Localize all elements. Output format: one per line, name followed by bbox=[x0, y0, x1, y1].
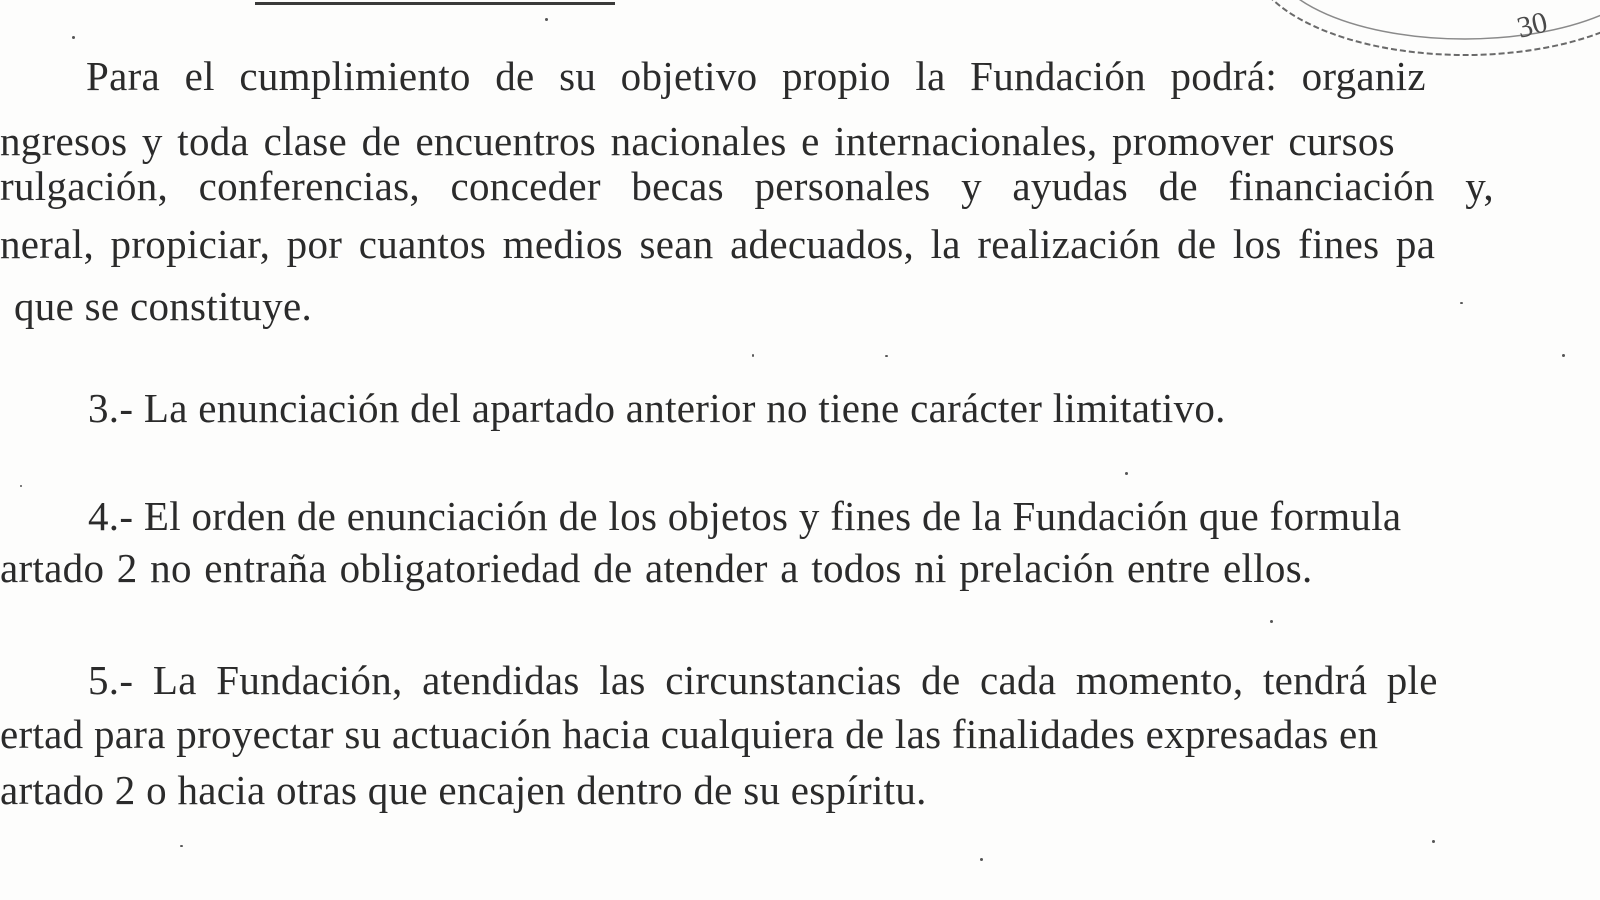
top-rule-line bbox=[255, 2, 615, 5]
item-5-line-1: 5.- La Fundación, atendidas las circunstancias de cada momento, tendrá ple bbox=[88, 657, 1438, 703]
paragraph-objetivo-line-4: neral, propiciar, por cuantos medios sean adecuados, la realización de los fines pa bbox=[0, 221, 1436, 267]
paragraph-objetivo-line-1: Para el cumplimiento de su objetivo propio la Fundación podrá: organiz bbox=[86, 53, 1426, 99]
scan-speck bbox=[885, 355, 888, 357]
paragraph-objetivo-line-3: rulgación, conferencias, conceder becas personales y ayudas de financiación y, bbox=[0, 163, 1494, 209]
scan-speck bbox=[1562, 354, 1565, 357]
scan-speck bbox=[752, 354, 754, 357]
item-3-line-1: 3.- La enunciación del apartado anterior no tiene carácter limitativo. bbox=[88, 385, 1226, 431]
scan-speck bbox=[1270, 620, 1273, 623]
scan-speck bbox=[1460, 302, 1463, 304]
scan-speck bbox=[980, 858, 983, 861]
scan-speck bbox=[1432, 840, 1435, 843]
paragraph-objetivo-line-5: que se constituye. bbox=[14, 283, 313, 329]
stamp-digits: 30 bbox=[1513, 5, 1551, 45]
item-4-line-1: 4.- El orden de enunciación de los objetos y fines de la Fundación que formula bbox=[88, 493, 1402, 539]
scan-speck bbox=[180, 845, 183, 847]
scan-speck bbox=[545, 18, 548, 21]
item-4-line-2: artado 2 no entraña obligatoriedad de atender a todos ni prelación entre ellos. bbox=[0, 545, 1313, 591]
scan-speck bbox=[20, 485, 22, 487]
scan-speck bbox=[1125, 472, 1128, 475]
paragraph-objetivo-line-2: ngresos y toda clase de encuentros nacionales e internacionales, promover cursos bbox=[0, 118, 1395, 164]
item-5-line-2: ertad para proyectar su actuación hacia cualquiera de las finalidades expresadas en bbox=[0, 711, 1379, 757]
scan-speck bbox=[72, 36, 75, 39]
item-5-line-3: artado 2 o hacia otras que encajen dentro de su espíritu. bbox=[0, 767, 927, 813]
